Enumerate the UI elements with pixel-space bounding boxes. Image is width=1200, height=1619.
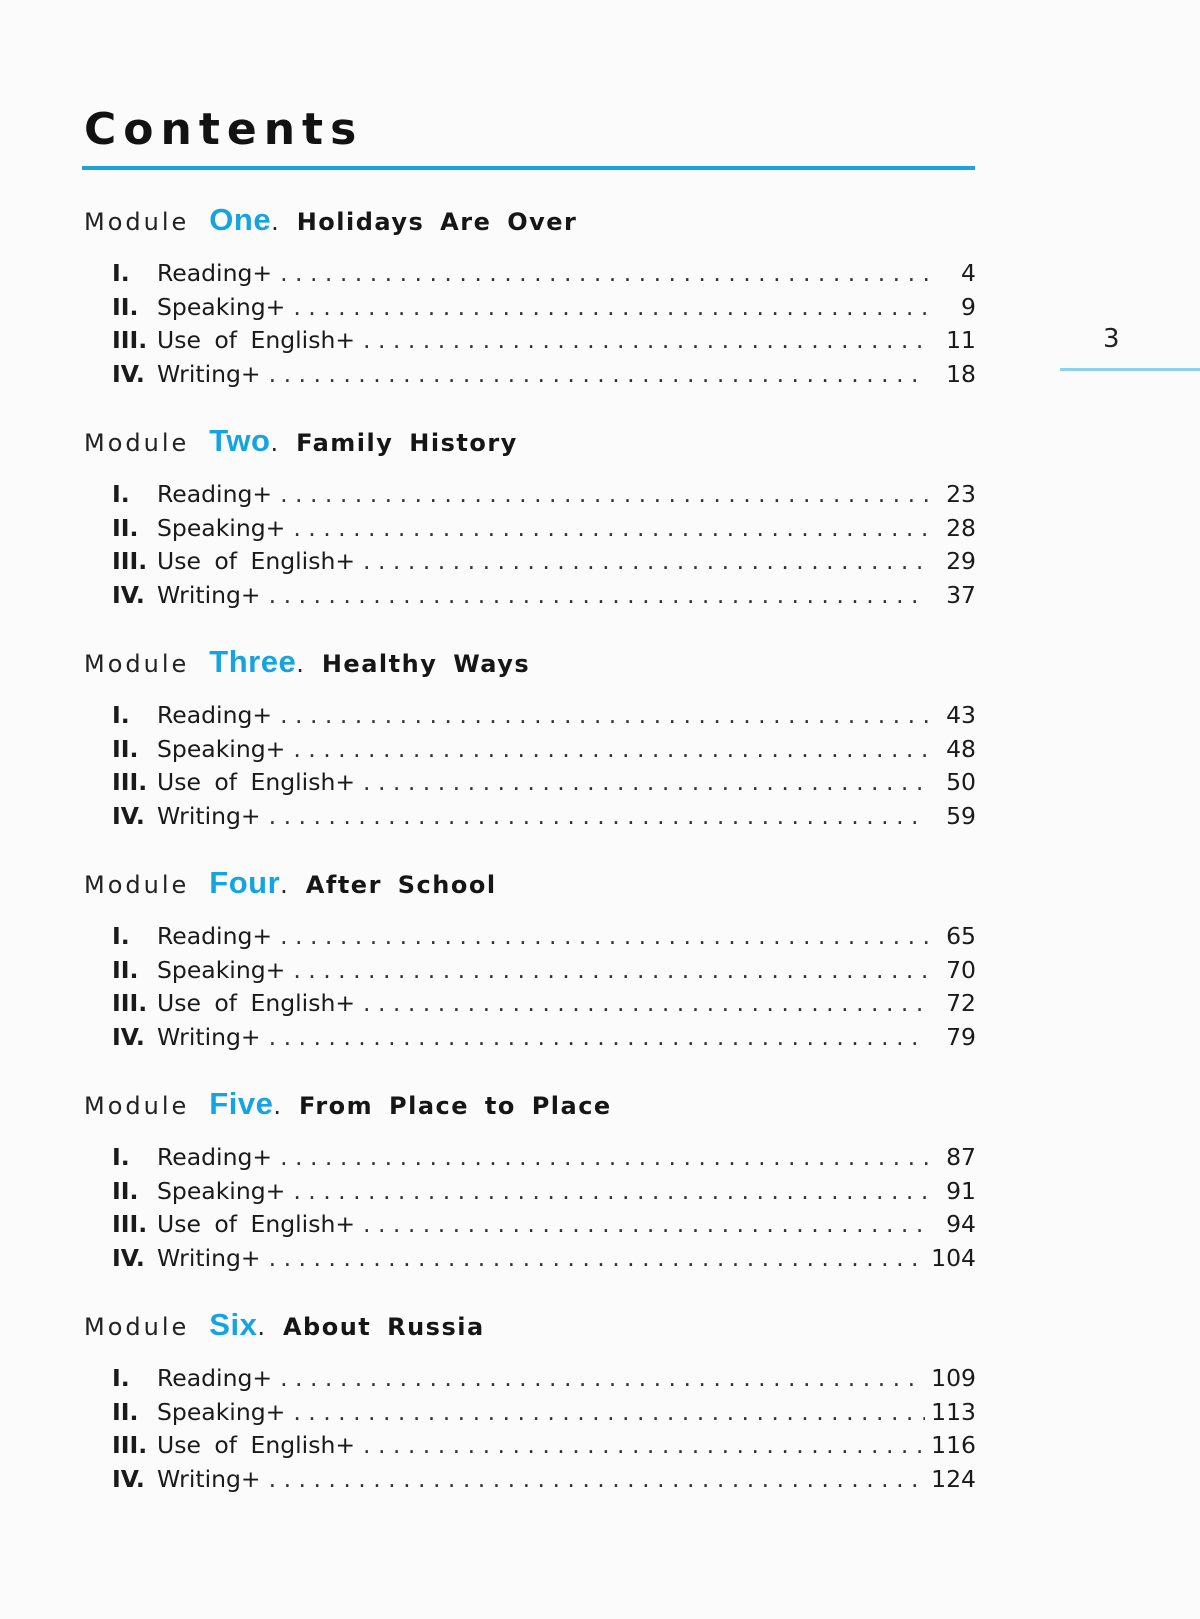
entry-label: Use of English+ xyxy=(157,1210,356,1238)
entry-page: 50 xyxy=(946,768,976,796)
module-entries xyxy=(84,1143,976,1277)
entry-label: Use of English+ xyxy=(157,1431,356,1459)
entry-page: 11 xyxy=(946,326,976,354)
toc-entry[interactable] xyxy=(84,360,976,394)
page-number-rule xyxy=(1060,368,1200,371)
entry-label: Writing+ xyxy=(157,801,261,830)
toc-entry[interactable] xyxy=(84,1398,976,1432)
entry-label: Reading+ xyxy=(157,922,273,950)
entry-label: Reading+ xyxy=(157,480,273,508)
module-number: Five xyxy=(209,1086,274,1121)
entry-page: 23 xyxy=(946,480,976,508)
module-heading xyxy=(84,1086,976,1122)
entry-label: Speaking+ xyxy=(157,734,286,763)
entry-label: Reading+ xyxy=(157,1364,273,1392)
module-entries xyxy=(84,922,976,1056)
entry-label: Speaking+ xyxy=(157,1397,286,1426)
module-word: Module xyxy=(84,1313,190,1341)
entry-page: 79 xyxy=(946,1022,976,1051)
toc-entry[interactable] xyxy=(84,1465,976,1499)
module-5 xyxy=(84,1086,976,1307)
dot-leader xyxy=(293,735,928,763)
module-number: Two xyxy=(209,423,271,458)
dot-leader xyxy=(269,1023,928,1051)
entry-label: Reading+ xyxy=(157,701,273,729)
module-6 xyxy=(84,1307,976,1528)
entry-numeral: I. xyxy=(112,480,130,508)
module-entries xyxy=(84,701,976,835)
entry-numeral: I. xyxy=(112,1143,130,1171)
entry-label: Reading+ xyxy=(157,259,273,287)
module-dot: . xyxy=(271,208,279,236)
module-heading xyxy=(84,1307,976,1343)
dot-leader xyxy=(363,326,928,354)
toc-entry[interactable] xyxy=(84,259,976,293)
dot-leader xyxy=(293,1398,925,1426)
module-number: One xyxy=(209,202,272,237)
entry-numeral: II. xyxy=(112,1176,139,1205)
dot-leader xyxy=(269,581,928,609)
toc-entry[interactable] xyxy=(84,768,976,802)
entry-label: Speaking+ xyxy=(157,513,286,542)
entry-page: 43 xyxy=(946,701,976,729)
module-heading xyxy=(84,202,976,238)
entry-numeral: II. xyxy=(112,955,139,984)
module-2 xyxy=(84,423,976,644)
entry-label: Writing+ xyxy=(157,1022,261,1051)
entry-label: Writing+ xyxy=(157,359,261,388)
dot-leader xyxy=(363,768,928,796)
entry-numeral: III. xyxy=(112,547,148,575)
toc-entry[interactable] xyxy=(84,293,976,327)
entry-page: 87 xyxy=(946,1143,976,1171)
toc-entry[interactable] xyxy=(84,480,976,514)
entry-page: 116 xyxy=(931,1431,976,1459)
entry-numeral: IV. xyxy=(112,580,145,609)
dot-leader xyxy=(269,1244,926,1272)
dot-leader xyxy=(280,259,928,287)
dot-leader xyxy=(363,989,928,1017)
module-entries xyxy=(84,259,976,393)
dot-leader xyxy=(363,547,928,575)
module-entries xyxy=(84,480,976,614)
toc-entry[interactable] xyxy=(84,514,976,548)
module-4 xyxy=(84,865,976,1086)
entry-label: Use of English+ xyxy=(157,768,356,796)
dot-leader xyxy=(280,922,928,950)
toc-entry[interactable] xyxy=(84,802,976,836)
dot-leader xyxy=(280,480,928,508)
entry-numeral: IV. xyxy=(112,359,145,388)
toc-entry[interactable] xyxy=(84,581,976,615)
dot-leader xyxy=(363,1431,925,1459)
entry-page: 104 xyxy=(931,1243,976,1272)
entry-numeral: III. xyxy=(112,768,148,796)
entry-numeral: III. xyxy=(112,1431,148,1459)
dot-leader xyxy=(293,514,928,542)
module-3 xyxy=(84,644,976,865)
entry-numeral: III. xyxy=(112,989,148,1017)
entry-numeral: III. xyxy=(112,326,148,354)
module-dot: . xyxy=(273,1092,281,1120)
module-word: Module xyxy=(84,650,190,678)
entry-page: 9 xyxy=(961,292,976,321)
module-dot: . xyxy=(296,650,304,678)
module-entries xyxy=(84,1364,976,1498)
toc-entry[interactable] xyxy=(84,547,976,581)
entry-page: 109 xyxy=(931,1364,976,1392)
entry-numeral: I. xyxy=(112,701,130,729)
toc-entry[interactable] xyxy=(84,1023,976,1057)
toc-entry[interactable] xyxy=(84,1364,976,1398)
module-1 xyxy=(84,202,976,423)
dot-leader xyxy=(269,360,928,388)
module-word: Module xyxy=(84,208,190,236)
module-title: From Place to Place xyxy=(298,1092,612,1120)
title-underline xyxy=(82,166,975,170)
entry-page: 124 xyxy=(931,1464,976,1493)
entry-label: Speaking+ xyxy=(157,292,286,321)
toc-entry[interactable] xyxy=(84,326,976,360)
entry-numeral: III. xyxy=(112,1210,148,1238)
dot-leader xyxy=(280,701,928,729)
entry-label: Use of English+ xyxy=(157,989,356,1017)
dot-leader xyxy=(293,293,928,321)
entry-page: 91 xyxy=(946,1176,976,1205)
module-heading xyxy=(84,423,976,459)
entry-page: 59 xyxy=(946,801,976,830)
entry-page: 70 xyxy=(946,955,976,984)
entry-numeral: IV. xyxy=(112,1243,145,1272)
toc-entry[interactable] xyxy=(84,1143,976,1177)
entry-label: Writing+ xyxy=(157,1243,261,1272)
module-word: Module xyxy=(84,1092,190,1120)
dot-leader xyxy=(280,1143,928,1171)
toc-entry[interactable] xyxy=(84,1244,976,1278)
entry-label: Use of English+ xyxy=(157,547,356,575)
entry-page: 94 xyxy=(946,1210,976,1238)
entry-label: Speaking+ xyxy=(157,1176,286,1205)
entry-numeral: I. xyxy=(112,922,130,950)
toc-entry[interactable] xyxy=(84,956,976,990)
entry-page: 37 xyxy=(946,580,976,609)
entry-label: Writing+ xyxy=(157,1464,261,1493)
entry-page: 48 xyxy=(946,734,976,763)
entry-page: 72 xyxy=(946,989,976,1017)
toc-entry[interactable] xyxy=(84,989,976,1023)
toc-entry[interactable] xyxy=(84,922,976,956)
module-title: After School xyxy=(305,871,497,899)
module-dot: . xyxy=(270,429,279,457)
module-word: Module xyxy=(84,871,190,899)
entry-label: Reading+ xyxy=(157,1143,273,1171)
entry-label: Speaking+ xyxy=(157,955,286,984)
entry-page: 113 xyxy=(931,1397,976,1426)
dot-leader xyxy=(280,1364,925,1392)
module-dot: . xyxy=(257,1313,265,1341)
module-number: Four xyxy=(209,865,281,900)
dot-leader xyxy=(293,956,928,984)
table-of-contents xyxy=(84,202,976,1528)
entry-page: 18 xyxy=(946,359,976,388)
entry-numeral: IV. xyxy=(112,1464,145,1493)
entry-page: 4 xyxy=(961,259,976,287)
module-number: Six xyxy=(209,1307,258,1342)
toc-entry[interactable] xyxy=(84,1431,976,1465)
module-number: Three xyxy=(209,644,297,679)
toc-entry[interactable] xyxy=(84,701,976,735)
entry-numeral: IV. xyxy=(112,801,145,830)
module-title: Family History xyxy=(296,429,518,457)
module-heading xyxy=(84,644,976,680)
dot-leader xyxy=(269,1465,926,1493)
module-title: About Russia xyxy=(282,1313,485,1341)
entry-numeral: I. xyxy=(112,259,130,287)
module-title: Holidays Are Over xyxy=(296,208,578,236)
entry-numeral: IV. xyxy=(112,1022,145,1051)
entry-numeral: I. xyxy=(112,1364,130,1392)
entry-page: 29 xyxy=(946,547,976,575)
entry-numeral: II. xyxy=(112,1397,139,1426)
module-word: Module xyxy=(84,429,190,457)
entry-numeral: II. xyxy=(112,734,139,763)
entry-numeral: II. xyxy=(112,513,139,542)
page-title: Contents xyxy=(84,104,364,155)
toc-entry[interactable] xyxy=(84,735,976,769)
dot-leader xyxy=(363,1210,928,1238)
module-dot: . xyxy=(280,871,288,899)
entry-label: Use of English+ xyxy=(157,326,356,354)
toc-entry[interactable] xyxy=(84,1177,976,1211)
entry-label: Writing+ xyxy=(157,580,261,609)
dot-leader xyxy=(269,802,928,830)
dot-leader xyxy=(293,1177,928,1205)
entry-page: 28 xyxy=(946,513,976,542)
module-heading xyxy=(84,865,976,901)
toc-entry[interactable] xyxy=(84,1210,976,1244)
module-title: Healthy Ways xyxy=(321,650,531,678)
page-number: 3 xyxy=(1103,324,1120,354)
entry-numeral: II. xyxy=(112,292,139,321)
entry-page: 65 xyxy=(946,922,976,950)
